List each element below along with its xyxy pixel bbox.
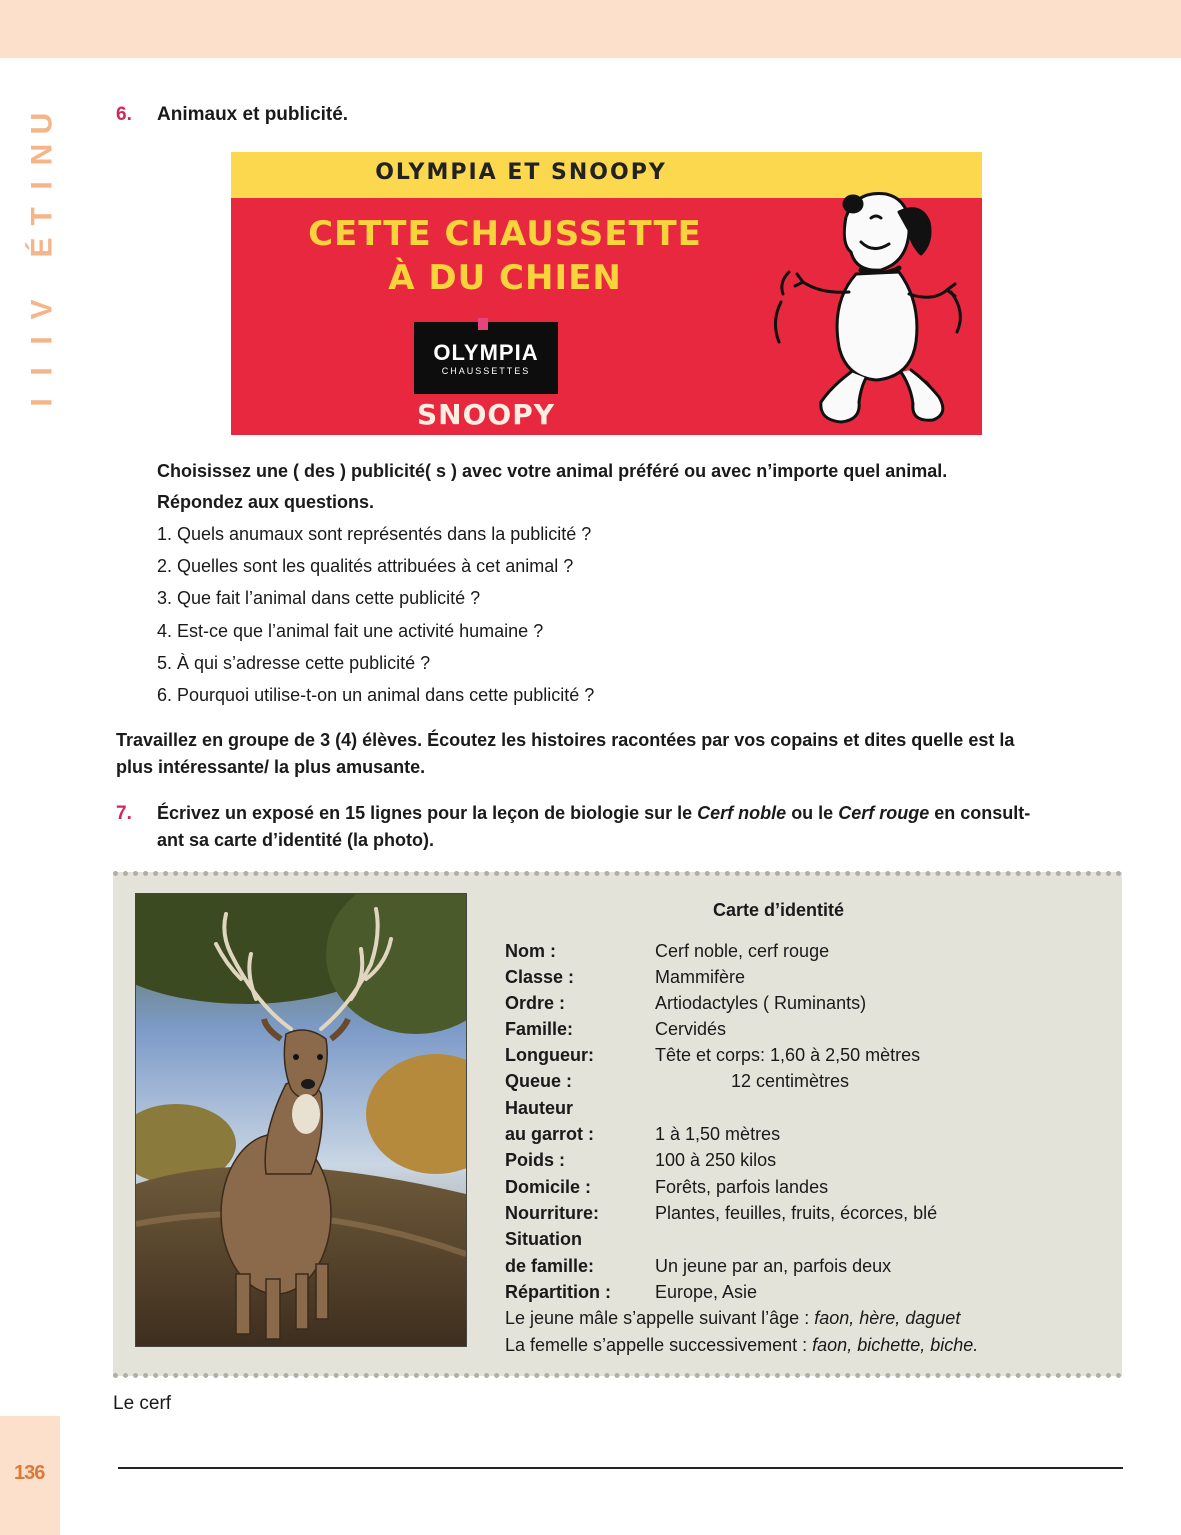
- group-work-instruction: [116, 727, 1014, 781]
- ad-slogan-line-2: À DU CHIEN: [388, 258, 622, 298]
- exercise-7-number: 7.: [116, 803, 132, 824]
- row-value: Europe, Asie: [655, 1282, 758, 1302]
- question-item: 3. Que fait l’animal dans cette publicité ?: [157, 588, 481, 608]
- card-bottom-border: [113, 1373, 1122, 1378]
- snoopy-advertisement: [231, 152, 982, 435]
- row-value: 12 centimètres: [731, 1071, 850, 1091]
- female-names: faon, bichette, biche.: [812, 1335, 979, 1355]
- row-value: Forêts, parfois landes: [655, 1177, 829, 1197]
- young-male-text: Le jeune mâle s’appelle suivant l’âge :: [505, 1308, 815, 1328]
- exercise-7-text: Écrivez un exposé en 15 lignes pour la leçon de biologie sur le: [157, 803, 698, 823]
- unit-letter: I: [25, 336, 59, 345]
- exercise-7-line-1: [157, 800, 1030, 827]
- row-label: Nom :: [505, 941, 556, 961]
- row-value: Artiodactyles ( Ruminants): [655, 993, 867, 1013]
- photo-caption: Le cerf: [113, 1393, 172, 1414]
- instruction-choose-ad: Choisissez une ( des ) publicité( s ) avec votre animal préféré ou avec n’importe quel animal.: [157, 461, 948, 481]
- question-item: 6. Pourquoi utilise-t-on un animal dans cette publicité ?: [157, 685, 595, 705]
- group-work-line-1: Travaillez en groupe de 3 (4) élèves. Écoutez les histoires racontées par vos copains et dites quelle est la: [116, 730, 1015, 750]
- unit-letter: T: [25, 207, 59, 226]
- young-male-names-line: [505, 1308, 960, 1332]
- unit-letter: N: [25, 143, 59, 166]
- instruction-answer: Répondez aux questions.: [157, 492, 375, 512]
- olympia-logo: [414, 322, 558, 394]
- ad-slogan: [295, 212, 715, 300]
- ad-snoopy-label: SNOOPY: [416, 398, 555, 431]
- deer-photo: [135, 893, 467, 1347]
- exercise-7-text: en consult-: [929, 803, 1031, 823]
- exercise-7-line-2: ant sa carte d’identité (la photo).: [157, 830, 435, 850]
- question-item: 2. Quelles sont les qualités attribuées à cet animal ?: [157, 556, 574, 576]
- ad-slogan-line-1: CETTE CHAUSSETTE: [308, 214, 702, 254]
- unit-letter: I: [25, 367, 59, 376]
- row-value: Mammifère: [655, 967, 746, 987]
- row-label: Situation: [505, 1229, 582, 1249]
- unit-letter: I: [25, 398, 59, 407]
- olympia-brand: OLYMPIA: [433, 340, 539, 365]
- question-item: 5. À qui s’adresse cette publicité ?: [157, 653, 431, 673]
- row-label: Queue :: [505, 1071, 573, 1091]
- row-value: Un jeune par an, parfois deux: [655, 1256, 892, 1276]
- row-label: au garrot :: [505, 1124, 595, 1144]
- row-label: Famille:: [505, 1019, 574, 1039]
- unit-letter: U: [25, 112, 59, 135]
- row-label: Longueur:: [505, 1045, 594, 1065]
- row-value: 100 à 250 kilos: [655, 1150, 777, 1170]
- row-label: Domicile :: [505, 1177, 592, 1197]
- row-label: Poids :: [505, 1150, 566, 1170]
- unit-letter: I: [25, 181, 59, 190]
- row-value: Cerf noble, cerf rouge: [655, 941, 830, 961]
- row-value: 1 à 1,50 mètres: [655, 1124, 781, 1144]
- bottom-rule: [118, 1467, 1123, 1469]
- exercise-6-title: Animaux et publicité.: [157, 104, 349, 125]
- unit-side-label: [22, 108, 62, 418]
- row-value: Plantes, feuilles, fruits, écorces, blé: [655, 1203, 938, 1223]
- exercise-7-text: ou le: [786, 803, 839, 823]
- exercise-6-number: 6.: [116, 104, 132, 125]
- group-work-line-2: plus intéressante/ la plus amusante.: [116, 757, 426, 777]
- exercise-7-prompt: [157, 800, 1030, 854]
- card-top-border: [113, 871, 1122, 876]
- ad-topline: OLYMPIA ET SNOOPY: [375, 160, 667, 185]
- row-label: Ordre :: [505, 993, 566, 1013]
- female-names-line: [505, 1335, 978, 1359]
- row-label: Hauteur: [505, 1098, 574, 1118]
- exercise-7-italic: Cerf rouge: [838, 803, 930, 823]
- row-label: Répartition :: [505, 1282, 611, 1302]
- exercise-7-italic: Cerf noble: [697, 803, 787, 823]
- deer-photo-art: [136, 894, 466, 1346]
- unit-letter: V: [25, 299, 59, 320]
- row-label: Classe :: [505, 967, 575, 987]
- page-number: 136: [14, 1462, 45, 1484]
- row-value: Tête et corps: 1,60 à 2,50 mètres: [655, 1045, 921, 1065]
- card-title: Carte d’identité: [713, 900, 845, 920]
- unit-letter: É: [25, 237, 59, 258]
- row-label: Nourriture:: [505, 1203, 599, 1223]
- question-item: 1. Quels anumaux sont représentés dans la publicité ?: [157, 524, 592, 544]
- olympia-brand-sub: CHAUSSETTES: [441, 366, 531, 376]
- snoopy-dancing-illustration: [761, 182, 971, 432]
- female-text: La femelle s’appelle successivement :: [505, 1335, 813, 1355]
- young-male-names: faon, hère, daguet: [814, 1308, 961, 1328]
- row-value: Cervidés: [655, 1019, 727, 1039]
- question-item: 4. Est-ce que l’animal fait une activité humaine ?: [157, 621, 544, 641]
- row-label: de famille:: [505, 1256, 595, 1276]
- top-header-band: [0, 0, 1181, 58]
